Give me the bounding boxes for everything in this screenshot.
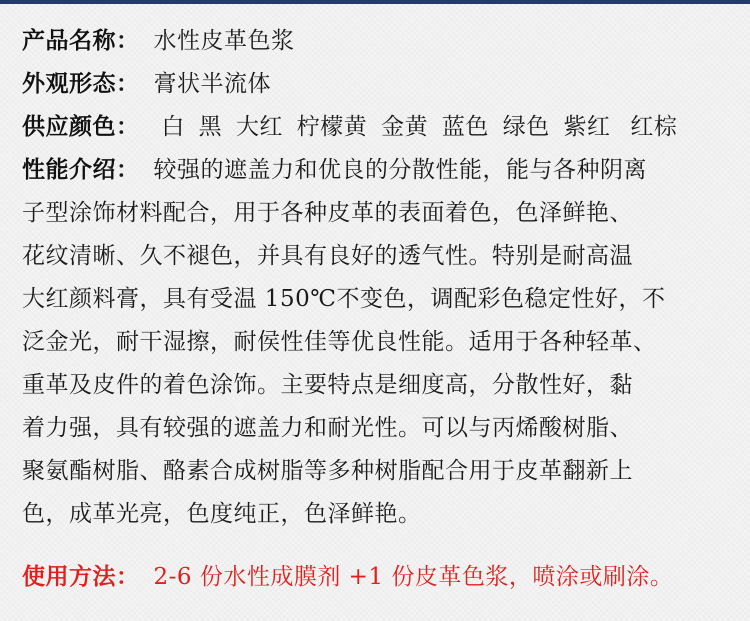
color-item: 紫红	[563, 114, 611, 140]
product-info	[22, 20, 732, 599]
color-item: 绿色	[502, 114, 550, 140]
product-name-value: 水性皮革色浆	[153, 28, 295, 54]
color-item: 白	[161, 114, 185, 140]
performance-line: 较强的遮盖力和优良的分散性能，能与各种阴离	[153, 157, 647, 183]
colon: ：	[116, 564, 140, 590]
performance-line: 子型涂饰材料配合，用于各种皮革的表面着色，色泽鲜艳、	[22, 200, 633, 226]
color-item: 柠檬黄	[296, 114, 368, 140]
performance-line: 大红颜料膏，具有受温 150℃不变色，调配彩色稳定性好，不	[22, 286, 666, 312]
appearance-label: 外观形态	[22, 71, 116, 97]
performance-line: 色，成革光亮，色度纯正，色泽鲜艳。	[22, 501, 422, 527]
performance-line: 重革及皮件的着色涂饰。主要特点是细度高，分散性好，黏	[22, 372, 633, 398]
product-name-row	[22, 20, 732, 63]
color-item: 黑	[198, 114, 223, 140]
colon: ：	[116, 114, 140, 140]
colon: ：	[116, 71, 140, 97]
performance-line: 着力强，具有较强的遮盖力和耐光性。可以与丙烯酸树脂、	[22, 415, 633, 441]
appearance-row	[22, 63, 732, 106]
appearance-value: 膏状半流体	[153, 71, 271, 97]
usage-value: 2-6 份水性成膜剂 +1 份皮革色浆，喷涂或刷涂。	[153, 564, 674, 590]
colors-list	[154, 114, 684, 140]
performance-line: 泛金光，耐干湿擦，耐侯性佳等优良性能。适用于各种轻革、	[22, 329, 657, 355]
top-border	[0, 0, 750, 4]
color-item: 红棕	[630, 114, 678, 140]
color-item: 金黄	[381, 114, 429, 140]
color-item: 大红	[235, 114, 283, 140]
colors-row	[22, 106, 732, 149]
colors-label: 供应颜色	[22, 114, 116, 140]
performance-line: 聚氨酯树脂、酪素合成树脂等多种树脂配合用于皮革翻新上	[22, 458, 633, 484]
color-item: 蓝色	[441, 114, 489, 140]
performance-row	[22, 149, 732, 192]
product-name-label: 产品名称	[22, 28, 116, 54]
usage-label: 使用方法	[22, 564, 116, 590]
performance-line: 花纹清晰、久不褪色，并具有良好的透气性。特别是耐高温	[22, 243, 633, 269]
colon: ：	[116, 28, 140, 54]
usage-row	[22, 556, 732, 599]
performance-label: 性能介绍	[22, 157, 116, 183]
colon: ：	[116, 157, 140, 183]
